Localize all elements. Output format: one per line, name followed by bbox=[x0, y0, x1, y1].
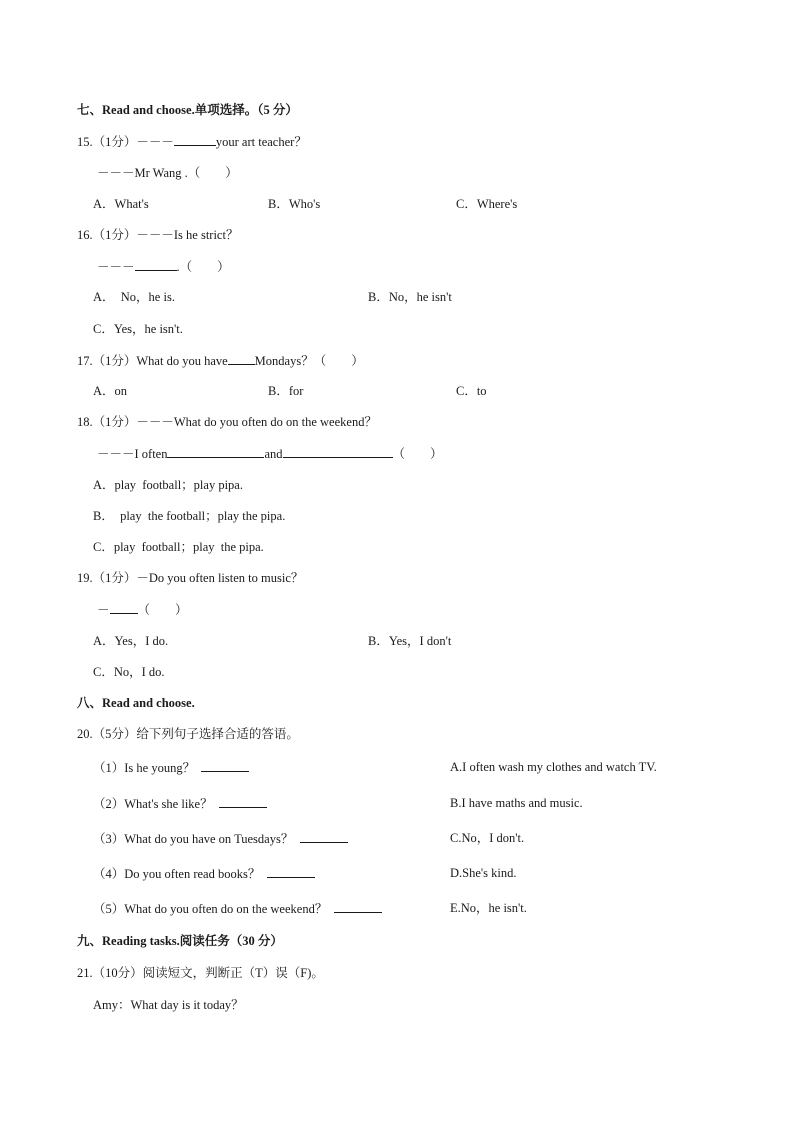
reply-tail: （ ） bbox=[137, 603, 188, 617]
match-question-2 bbox=[93, 795, 267, 812]
section-header: 八、Read and choose. bbox=[77, 696, 195, 710]
match-answer-a: A.I often wash my clothes and watch TV. bbox=[450, 760, 657, 774]
reply-tail: .（ ） bbox=[176, 260, 230, 274]
answer-blank bbox=[228, 352, 255, 365]
option-a: A．play football；play pipa. bbox=[93, 478, 243, 492]
match-question-4 bbox=[93, 865, 315, 882]
question-21: 21.（10分）阅读短文，判断正（T）误（F)。 bbox=[77, 966, 324, 980]
answer-blank-2 bbox=[283, 445, 393, 458]
answer-blank bbox=[174, 133, 216, 146]
passage-line: Amy：What day is it today？ bbox=[93, 998, 244, 1012]
match-question-text: （1）Is he young？ bbox=[93, 761, 196, 775]
question-17 bbox=[77, 352, 364, 369]
option-a: A．Yes，I do. bbox=[93, 634, 169, 648]
reply-dash: － bbox=[97, 603, 110, 617]
answer-blank bbox=[300, 830, 348, 843]
match-question-text: （5）What do you often do on the weekend？ bbox=[93, 902, 328, 916]
question-19: 19.（1分）－Do you often listen to music？ bbox=[77, 571, 304, 585]
answer-blank bbox=[135, 258, 177, 271]
option-b: B．for bbox=[268, 384, 304, 398]
answer-blank-1 bbox=[167, 445, 264, 458]
answer-blank bbox=[201, 759, 249, 772]
option-c: C．play football；play the pipa. bbox=[93, 540, 264, 554]
match-answer-b: B.I have maths and music. bbox=[450, 796, 583, 810]
answer-blank bbox=[334, 900, 382, 913]
question-16: 16.（1分）－－－Is he strict？ bbox=[77, 228, 239, 242]
answer-blank bbox=[110, 601, 138, 614]
answer-blank bbox=[219, 795, 267, 808]
match-question-1 bbox=[93, 759, 249, 776]
match-question-text: （4）Do you often read books？ bbox=[93, 867, 261, 881]
option-a: A．What's bbox=[93, 197, 149, 211]
option-b: B． play the football；play the pipa. bbox=[93, 509, 286, 523]
reply-line bbox=[97, 601, 188, 618]
match-question-text: （3）What do you have on Tuesdays？ bbox=[93, 832, 294, 846]
question-18: 18.（1分）－－－What do you often do on the weekend？ bbox=[77, 415, 377, 429]
option-b: B．No，he isn't bbox=[368, 290, 452, 304]
reply-tail: （ ） bbox=[392, 447, 443, 461]
match-question-3 bbox=[93, 830, 348, 847]
answer-blank bbox=[267, 865, 315, 878]
section-header: 九、Reading tasks.阅读任务（30 分） bbox=[77, 934, 283, 948]
question-prompt-tail: Mondays？（ ） bbox=[254, 354, 364, 368]
reply-line bbox=[97, 258, 230, 275]
question-prompt-tail: your art teacher？ bbox=[215, 135, 307, 149]
option-c: C．to bbox=[456, 384, 487, 398]
option-a: A．on bbox=[93, 384, 128, 398]
option-b: B．Yes，I don't bbox=[368, 634, 452, 648]
question-prompt: 17.（1分）What do you have bbox=[77, 354, 228, 368]
option-b: B．Who's bbox=[268, 197, 321, 211]
match-question-5 bbox=[93, 900, 382, 917]
reply-conjunction: and bbox=[264, 447, 283, 461]
option-a: A． No，he is. bbox=[93, 290, 175, 304]
reply-line bbox=[97, 445, 443, 462]
match-answer-d: D.She's kind. bbox=[450, 866, 517, 880]
question-20: 20.（5分）给下列句子选择合适的答语。 bbox=[77, 727, 299, 741]
reply-line: －－－Mr Wang .（ ） bbox=[97, 166, 238, 180]
question-15 bbox=[77, 133, 307, 150]
reply-dash: －－－ bbox=[97, 260, 135, 274]
section-header: 七、Read and choose.单项选择。（5 分） bbox=[77, 103, 298, 117]
option-c: C．No，I do. bbox=[93, 665, 165, 679]
option-c: C．Where's bbox=[456, 197, 518, 211]
match-answer-c: C.No，I don't. bbox=[450, 831, 525, 845]
match-answer-e: E.No，he isn't. bbox=[450, 901, 527, 915]
option-c: C．Yes，he isn't. bbox=[93, 322, 183, 336]
question-prompt: 15.（1分）－－－ bbox=[77, 135, 174, 149]
match-question-text: （2）What's she like？ bbox=[93, 797, 213, 811]
reply-prefix: －－－I often bbox=[97, 447, 168, 461]
